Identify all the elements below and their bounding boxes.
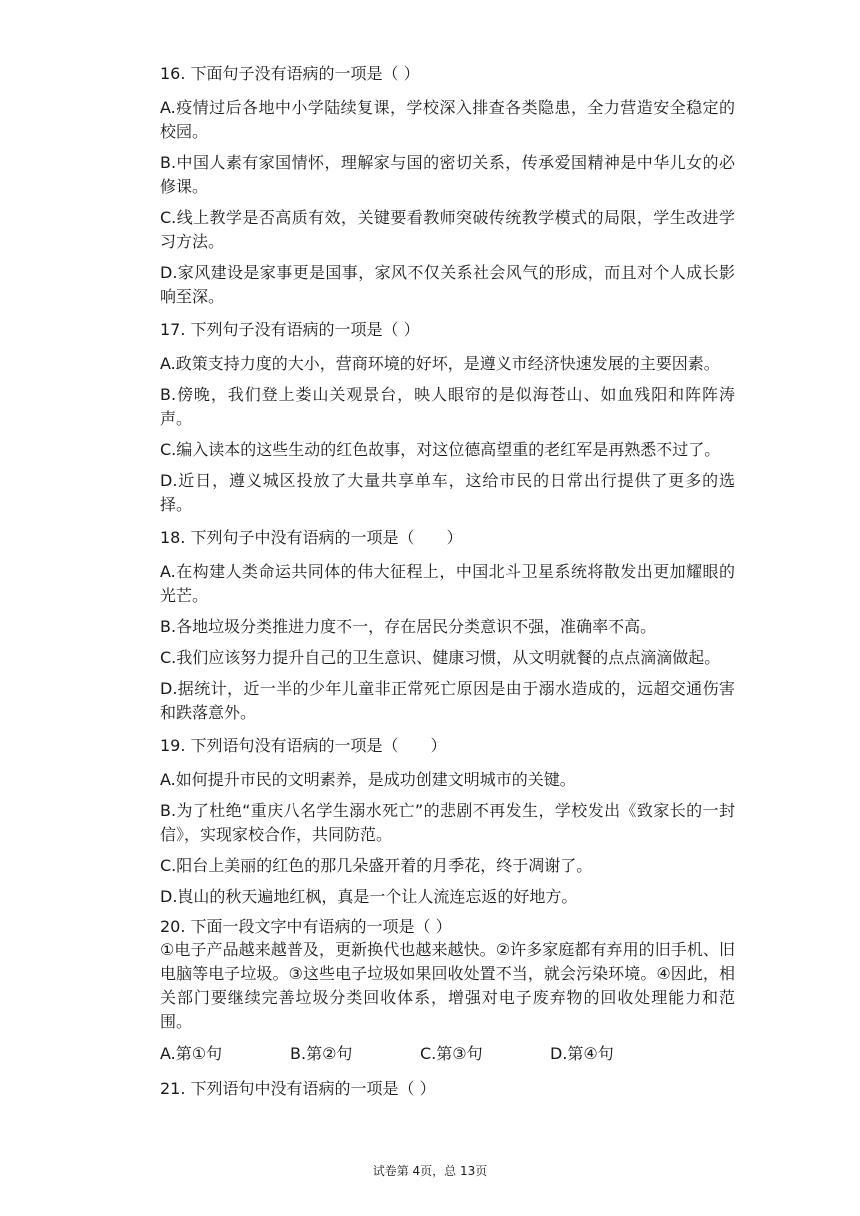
option-d: D.近日，遵义城区投放了大量共享单车，这给市民的日常出行提供了更多的选择。 bbox=[160, 471, 735, 514]
question-19 bbox=[160, 732, 735, 909]
question-21 bbox=[160, 1075, 735, 1103]
option-c: C.编入读本的这些生动的红色故事，对这位德高望重的老红军是再熟悉不过了。 bbox=[160, 440, 721, 459]
choice-c: C.第③句 bbox=[420, 1044, 483, 1063]
question-title: 19. 下列语句没有语病的一项是（ ） bbox=[160, 736, 447, 755]
page-content bbox=[160, 60, 735, 1111]
choice-a: A.第①句 bbox=[160, 1044, 223, 1063]
question-title: 17. 下列句子没有语病的一项是（ ） bbox=[160, 320, 420, 339]
question-title: 18. 下列句子中没有语病的一项是（ ） bbox=[160, 528, 463, 547]
option-a: A.政策支持力度的大小，营商环境的好坏，是遵义市经济快速发展的主要因素。 bbox=[160, 354, 720, 373]
option-b: B.中国人素有家国情怀，理解家与国的密切关系，传承爱国精神是中华儿女的必修课。 bbox=[160, 153, 735, 196]
option-d: D.崀山的秋天遍地红枫，真是一个让人流连忘返的好地方。 bbox=[160, 887, 578, 906]
choice-d: D.第④句 bbox=[550, 1044, 614, 1063]
option-c: C.我们应该努力提升自己的卫生意识、健康习惯，从文明就餐的点点滴滴做起。 bbox=[160, 648, 721, 667]
question-17 bbox=[160, 316, 735, 517]
question-title: 20. 下面一段文字中有语病的一项是（ ） bbox=[160, 917, 452, 936]
question-passage: ①电子产品越来越普及，更新换代也越来越快。②许多家庭都有弃用的旧手机、旧电脑等电子垃圾。③这些电子垃圾如果回收处置不当，就会污染环境。④因此，相关部门要继续完善垃圾分类回收体系，增强对电子废弃物的回收处理能力和范围。 bbox=[160, 940, 735, 1031]
option-c: C.线上教学是否高质有效，关键要看教师突破传统教学模式的局限，学生改进学习方法。 bbox=[160, 208, 735, 251]
option-c: C.阳台上美丽的红色的那几朵盛开着的月季花，终于凋谢了。 bbox=[160, 856, 593, 875]
question-18 bbox=[160, 524, 735, 725]
question-16 bbox=[160, 60, 735, 309]
option-a: A.在构建人类命运共同体的伟大征程上，中国北斗卫星系统将散发出更加耀眼的光芒。 bbox=[160, 562, 735, 605]
option-b: B.为了杜绝“重庆八名学生溺水死亡”的悲剧不再发生，学校发出《致家长的一封信》，实现家校合作，共同防范。 bbox=[160, 801, 735, 844]
option-d: D.家风建设是家事更是国事，家风不仅关系社会风气的形成，而且对个人成长影响至深。 bbox=[160, 263, 735, 306]
choice-row bbox=[160, 1041, 735, 1067]
question-title: 16. 下面句子没有语病的一项是（ ） bbox=[160, 64, 420, 83]
choice-b: B.第②句 bbox=[290, 1044, 353, 1063]
option-b: B.傍晚，我们登上娄山关观景台，映人眼帘的是似海苍山、如血残阳和阵阵涛声。 bbox=[160, 385, 735, 428]
page-footer: 试卷第 4页，总 13页 bbox=[372, 1164, 488, 1178]
question-title: 21. 下列语句中没有语病的一项是（ ） bbox=[160, 1079, 436, 1098]
option-b: B.各地垃圾分类推进力度不一，存在居民分类意识不强，准确率不高。 bbox=[160, 617, 657, 636]
option-a: A.疫情过后各地中小学陆续复课，学校深入排查各类隐患，全力营造安全稳定的校园。 bbox=[160, 98, 735, 141]
option-d: D.据统计，近一半的少年儿童非正常死亡原因是由于溺水造成的，远超交通伤害和跌落意外。 bbox=[160, 679, 735, 722]
question-20 bbox=[160, 916, 735, 1067]
option-a: A.如何提升市民的文明素养，是成功创建文明城市的关键。 bbox=[160, 770, 576, 789]
